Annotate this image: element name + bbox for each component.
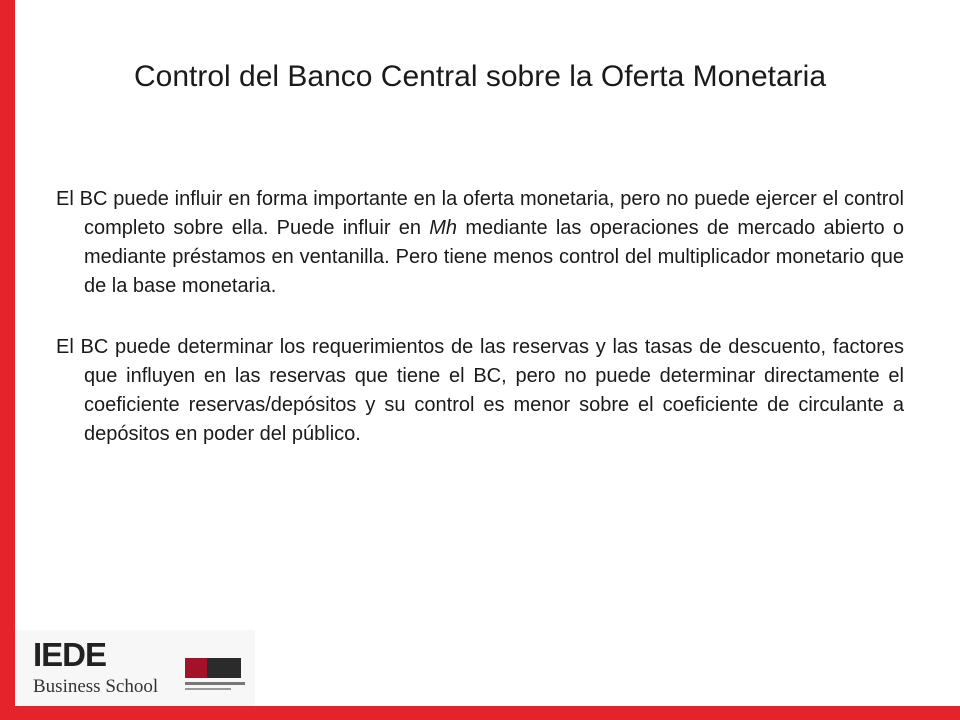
universidad-europea-logo (185, 658, 247, 694)
iede-logo-text: IEDE (33, 636, 107, 673)
business-school-text: Business School (33, 676, 159, 697)
footer-logo-area (15, 630, 255, 706)
uem-caption-line-2 (185, 688, 231, 690)
uem-red-block (185, 658, 207, 678)
paragraph-2: El BC puede determinar los requerimientos de las reservas y las tasas de descuento, factores que influyen en las reservas que tiene el BC, pero no puede determinar directamente el coeficiente reservas/depósitos y su control es menor sobre el coeficiente de circulante a depósitos en poder del público. (56, 336, 904, 445)
slide-body (56, 185, 904, 449)
left-accent-bar (0, 0, 15, 720)
paragraph-1 (56, 185, 904, 301)
uem-caption-line (185, 682, 245, 685)
paragraph-1-emph: Mh (429, 217, 458, 239)
paragraph-1-after: mediante las operaciones de mercado abierto o mediante préstamos en ventanilla. Pero tiene menos control del multiplicador monetario que de la base monetaria. (84, 217, 904, 297)
uem-dark-block (207, 658, 241, 678)
slide-title: Control del Banco Central sobre la Oferta Monetaria (133, 60, 827, 93)
paragraph-1-before: El BC puede influir en forma importante en la oferta monetaria, pero no puede ejercer el control completo sobre ella. Puede influir en (56, 188, 904, 239)
bottom-accent-bar (0, 706, 960, 720)
